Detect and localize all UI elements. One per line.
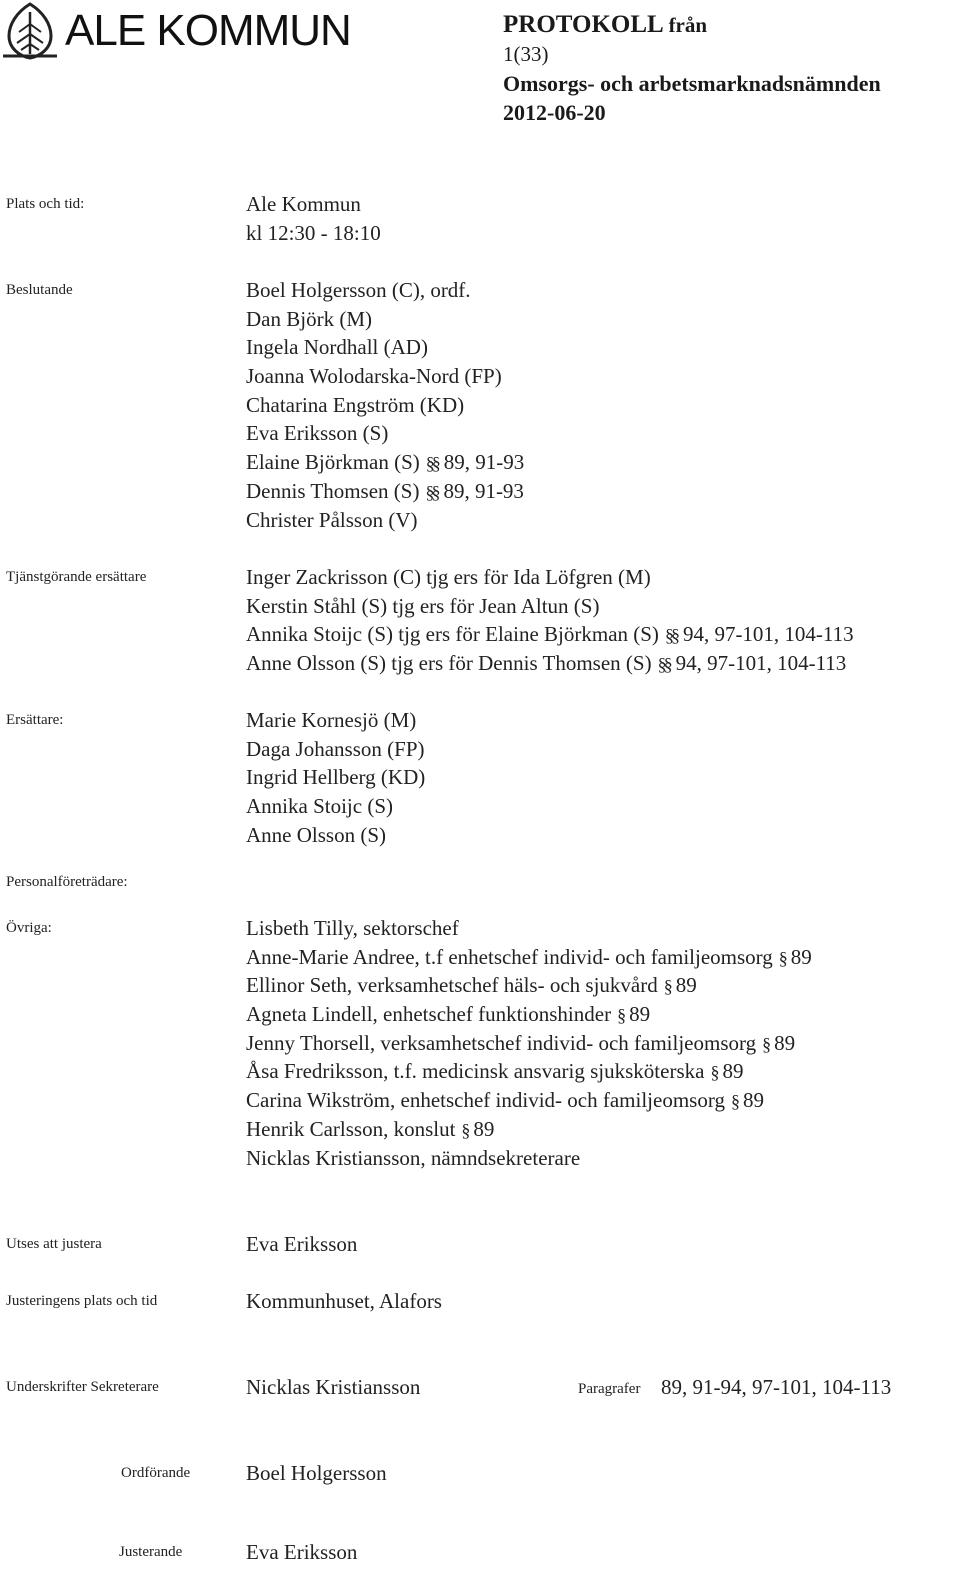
secretary-name: Nicklas Kristiansson <box>246 1375 421 1399</box>
list-line-text: Ellinor Seth, verksamhetschef häls- och sjukvård <box>246 973 658 998</box>
paragraph-numbers: 89 <box>742 1088 764 1113</box>
list-line <box>246 477 524 506</box>
ersattare-line: Ingrid Hellberg (KD) <box>246 765 426 790</box>
list-line <box>246 620 854 649</box>
paragraph-mark: §§ <box>425 453 438 474</box>
meeting-date: 2012-06-20 <box>503 100 606 125</box>
tjanstgorande-label: Tjänstgörande ersättare <box>6 569 147 585</box>
plats-label: Plats och tid: <box>6 196 85 212</box>
logo-text: ALE KOMMUN <box>65 6 351 55</box>
ersattare-line: Anne Olsson (S) <box>246 822 386 847</box>
protocol-title: PROTOKOLL <box>503 11 663 38</box>
plats-values <box>246 190 381 247</box>
paragraph-numbers: 89, 91-93 <box>443 450 525 475</box>
list-line <box>246 305 524 334</box>
list-line-text: Annika Stoijc (S) tjg ers för Elaine Björkman (S) <box>246 622 659 647</box>
list-line-text: Anne Olsson (S) tjg ers för Dennis Thomsen (S) <box>246 651 652 676</box>
paragraph-numbers: 94, 97-101, 104-113 <box>675 651 847 676</box>
list-line <box>246 448 524 477</box>
justera-label: Utses att justera <box>6 1236 102 1252</box>
ordforande-label: Ordförande <box>121 1465 191 1481</box>
tjanstgorande-list <box>246 563 854 678</box>
protocol-title-suffix: från <box>668 13 708 37</box>
list-line-text: Joanna Wolodarska-Nord (FP) <box>246 364 502 389</box>
list-line-text: Lisbeth Tilly, sektorschef <box>246 916 459 940</box>
paragraph-numbers: 89 <box>790 944 812 969</box>
page-number: 1(33) <box>503 42 549 66</box>
list-line-text: Dennis Thomsen (S) <box>246 478 420 503</box>
justeringens-label: Justeringens plats och tid <box>6 1293 158 1309</box>
paragrafer-label: Paragrafer <box>578 1381 641 1397</box>
paragraph-numbers: 94, 97-101, 104-113 <box>682 622 854 647</box>
paragraph-numbers: 89 <box>629 1002 651 1027</box>
list-line-text: Carina Wikström, enhetschef individ- och familjeomsorg <box>246 1088 725 1113</box>
list-line <box>246 1057 812 1086</box>
protocol-heading <box>503 10 881 127</box>
list-line <box>246 1029 812 1058</box>
paragraph-mark: § <box>778 947 785 968</box>
paragraph-mark: § <box>762 1033 769 1054</box>
paragraph-mark: § <box>730 1091 737 1112</box>
list-line-text: Henrik Carlsson, konslut <box>246 1116 456 1141</box>
list-line-text: Dan Björk (M) <box>246 306 372 331</box>
list-line <box>246 1000 812 1029</box>
list-line <box>246 1115 812 1144</box>
beslutande-list <box>246 276 524 534</box>
list-line-text: Ingela Nordhall (AD) <box>246 335 428 360</box>
list-line <box>246 391 524 420</box>
underskrifter-label: Underskrifter Sekreterare <box>6 1379 159 1395</box>
committee-name: Omsorgs- och arbetsmarknadsnämnden <box>503 71 881 96</box>
plats-line: Ale Kommun <box>246 192 361 216</box>
paragraph-numbers: 89 <box>722 1059 744 1084</box>
paragrafer-value: 89, 91-94, 97-101, 104-113 <box>661 1375 892 1399</box>
paragraph-numbers: 89, 91-93 <box>443 478 524 503</box>
paragraph-mark: § <box>617 1005 624 1026</box>
paragraph-numbers: 89 <box>473 1116 495 1141</box>
list-line-text: Kerstin Ståhl (S) tjg ers för Jean Altun (S) <box>246 593 600 618</box>
ersattare-list <box>246 706 425 849</box>
justerande-value: Eva Eriksson <box>246 1540 358 1564</box>
municipality-logo <box>3 2 383 62</box>
justerande-label: Justerande <box>119 1544 183 1560</box>
list-line <box>246 943 812 972</box>
list-line <box>246 419 524 448</box>
list-line <box>246 971 812 1000</box>
document-header <box>0 0 960 150</box>
list-line <box>246 506 524 535</box>
list-line <box>246 592 854 621</box>
list-line <box>246 276 524 305</box>
paragraph-numbers: 89 <box>774 1030 796 1055</box>
list-line <box>246 914 812 943</box>
justera-value: Eva Eriksson <box>246 1232 358 1256</box>
list-line-text: Åsa Fredriksson, t.f. medicinsk ansvarig sjuksköterska <box>246 1059 705 1084</box>
paragraph-numbers: 89 <box>675 973 697 998</box>
list-line-text: Agneta Lindell, enhetschef funktionshinder <box>246 1002 612 1027</box>
paragraph-mark: §§ <box>425 481 438 502</box>
ersattare-line: Annika Stoijc (S) <box>246 794 393 819</box>
paragraph-mark: § <box>461 1119 468 1140</box>
list-line-text: Elaine Björkman (S) <box>246 450 420 475</box>
paragraph-mark: § <box>710 1062 717 1083</box>
paragraph-mark: §§ <box>657 654 670 675</box>
paragraph-mark: §§ <box>664 625 677 646</box>
list-line-text: Anne-Marie Andree, t.f enhetschef individ- och familjeomsorg <box>246 944 773 969</box>
list-line <box>246 1086 812 1115</box>
list-line <box>246 333 524 362</box>
leaf-emblem-icon <box>3 2 57 60</box>
ersattare-line: Daga Johansson (FP) <box>246 736 425 761</box>
ovriga-list <box>246 914 812 1172</box>
list-line-text: Boel Holgersson (C), ordf. <box>246 278 471 302</box>
list-line <box>246 1144 812 1173</box>
list-line-text: Nicklas Kristiansson, nämndsekreterare <box>246 1145 581 1170</box>
ersattare-label: Ersättare: <box>6 712 64 728</box>
ordforande-value: Boel Holgersson <box>246 1461 387 1485</box>
ovriga-label: Övriga: <box>6 920 52 936</box>
list-line <box>246 649 854 678</box>
list-line-text: Eva Eriksson (S) <box>246 421 389 446</box>
list-line-text: Jenny Thorsell, verksamhetschef individ- och familjeomsorg <box>246 1030 757 1055</box>
paragraph-mark: § <box>663 976 670 997</box>
ersattare-line: Marie Kornesjö (M) <box>246 708 417 732</box>
list-line <box>246 362 524 391</box>
justeringens-value: Kommunhuset, Alafors <box>246 1289 442 1313</box>
plats-line: kl 12:30 - 18:10 <box>246 220 381 245</box>
list-line-text: Inger Zackrisson (C) tjg ers för Ida Löfgren (M) <box>246 565 651 589</box>
beslutande-label: Beslutande <box>6 282 73 298</box>
list-line <box>246 563 854 592</box>
list-line-text: Christer Pålsson (V) <box>246 507 418 532</box>
personal-label: Personalföreträdare: <box>6 874 128 890</box>
list-line-text: Chatarina Engström (KD) <box>246 392 465 417</box>
